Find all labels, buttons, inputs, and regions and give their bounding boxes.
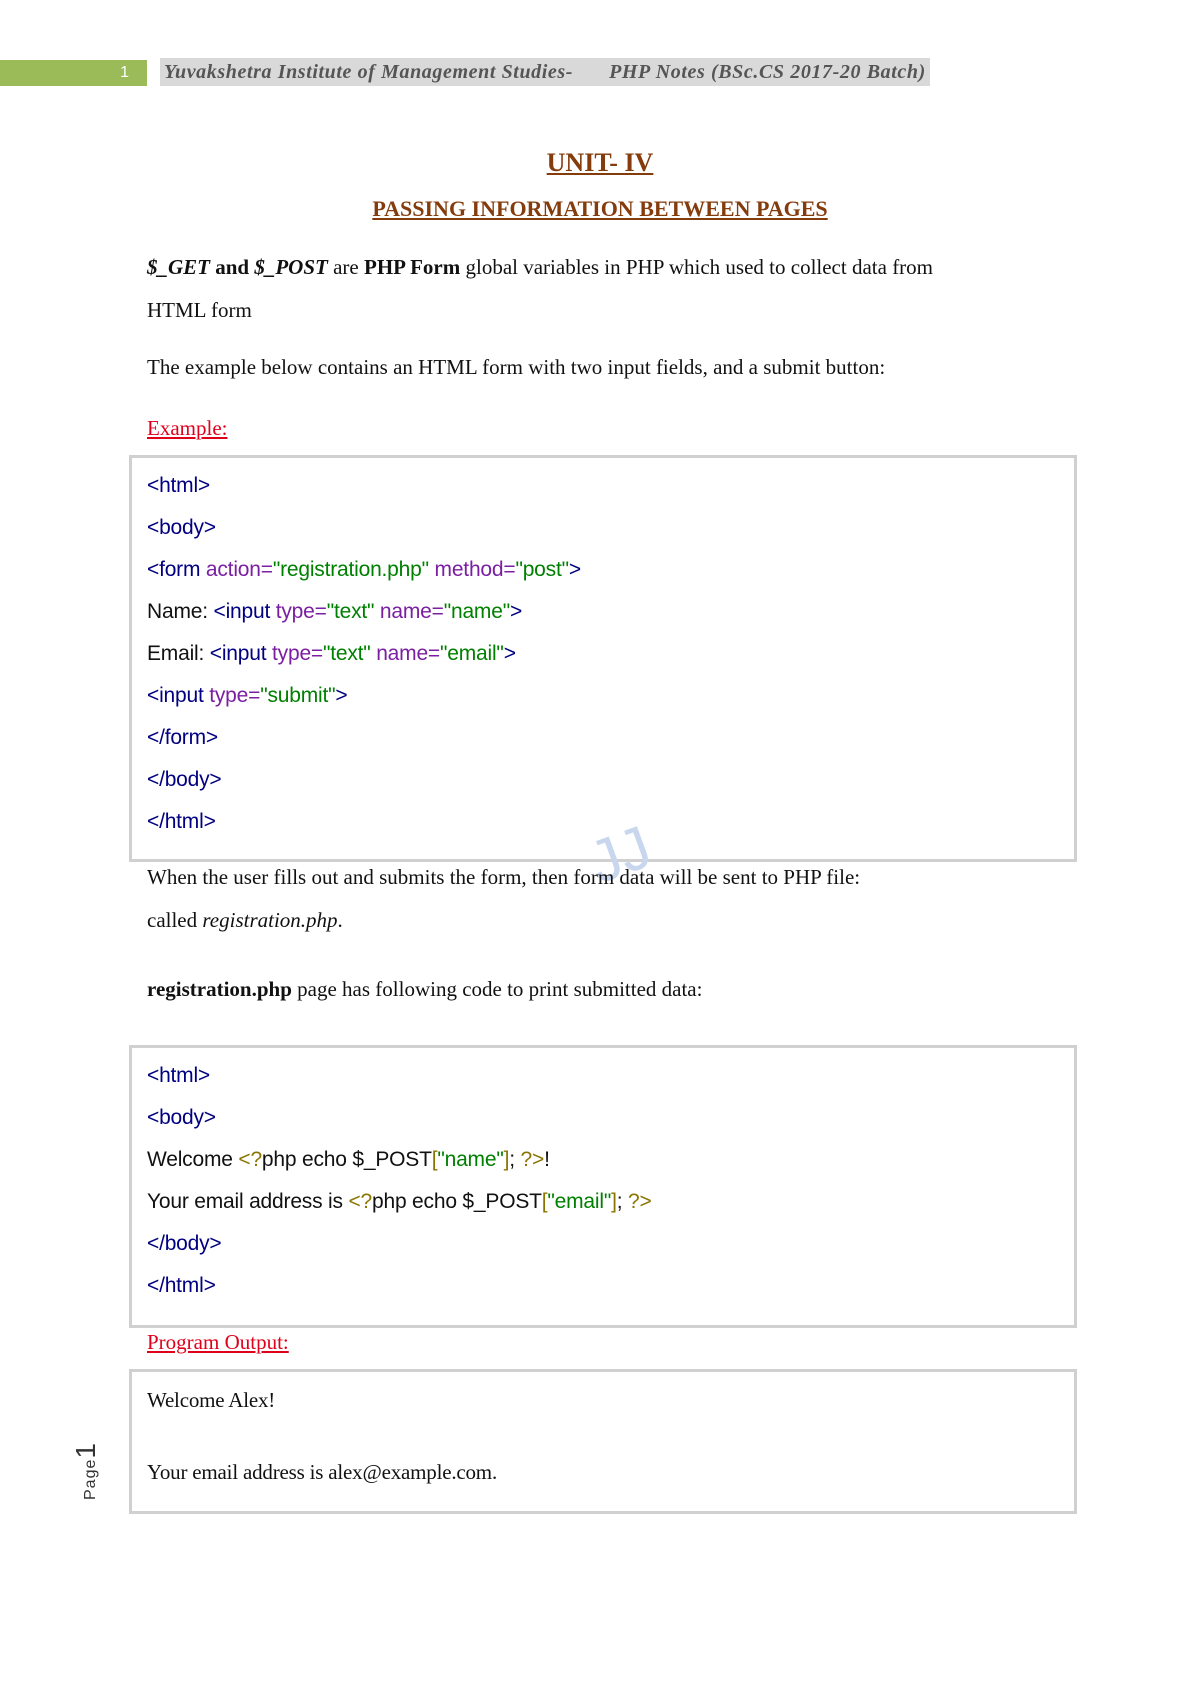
header-course: PHP Notes (BSc.CS 2017-20 Batch) bbox=[609, 61, 926, 83]
post-var: $_POST bbox=[254, 255, 328, 279]
registration-filename: registration.php bbox=[147, 977, 292, 1001]
code-line: Email: <input type="text" name="email"> bbox=[147, 642, 516, 665]
page-footer-label: Page1 bbox=[70, 1443, 101, 1500]
page-number-badge: 1 bbox=[0, 60, 147, 86]
registration-code-box bbox=[129, 1045, 1077, 1328]
registration-file: registration.php bbox=[202, 908, 338, 932]
code-line: </html> bbox=[147, 810, 216, 833]
get-var: $_GET bbox=[147, 255, 210, 279]
output-line: Your email address is alex@example.com. bbox=[147, 1460, 497, 1484]
section-title: PASSING INFORMATION BETWEEN PAGES bbox=[372, 196, 828, 221]
code-line: <input type="submit"> bbox=[147, 684, 348, 707]
after-form-line1: When the user fills out and submits the form, then form data will be sent to PHP file: bbox=[147, 865, 861, 889]
intro-rest-2: HTML form bbox=[147, 298, 252, 322]
example-label: Example: bbox=[147, 416, 228, 440]
php-form-term: PHP Form bbox=[364, 255, 461, 279]
running-header bbox=[160, 58, 930, 86]
output-box bbox=[129, 1369, 1077, 1514]
output-line: Welcome Alex! bbox=[147, 1388, 276, 1412]
code-line: <html> bbox=[147, 1064, 210, 1087]
code-line: </body> bbox=[147, 768, 222, 791]
code-line: Welcome <?php echo $_POST["name"]; ?>! bbox=[147, 1148, 550, 1171]
watermark: JJ bbox=[580, 812, 660, 897]
header-institute: Yuvakshetra Institute of Management Studies- bbox=[164, 61, 574, 83]
after-form-paragraph: When the user fills out and submits the form, then form data will be sent to PHP file: called registration.php. bbox=[147, 865, 861, 932]
code-line: </html> bbox=[147, 1274, 216, 1297]
code-line: <body> bbox=[147, 516, 216, 539]
registration-description: registration.php page has following code to print submitted data: bbox=[147, 977, 703, 1001]
code-line: </body> bbox=[147, 1232, 222, 1255]
code-line: Name: <input type="text" name="name"> bbox=[147, 600, 523, 623]
page-number: 1 bbox=[70, 1443, 101, 1459]
program-output-label: Program Output: bbox=[147, 1330, 289, 1354]
intro-rest-1: global variables in PHP which used to collect data from bbox=[465, 255, 934, 279]
code-line: Your email address is <?php echo $_POST["email"]; ?> bbox=[147, 1190, 652, 1213]
form-code-box bbox=[129, 455, 1077, 862]
example-description: The example below contains an HTML form with two input fields, and a submit button: bbox=[147, 355, 886, 379]
code-line: <html> bbox=[147, 474, 210, 497]
are-word: are bbox=[333, 255, 359, 279]
code-line: <form action="registration.php" method="post"> bbox=[147, 558, 581, 581]
code-line: </form> bbox=[147, 726, 218, 749]
intro-paragraph bbox=[147, 246, 1077, 332]
unit-title: UNIT- IV bbox=[546, 148, 654, 177]
code-line: <body> bbox=[147, 1106, 216, 1129]
and-word: and bbox=[215, 255, 250, 279]
